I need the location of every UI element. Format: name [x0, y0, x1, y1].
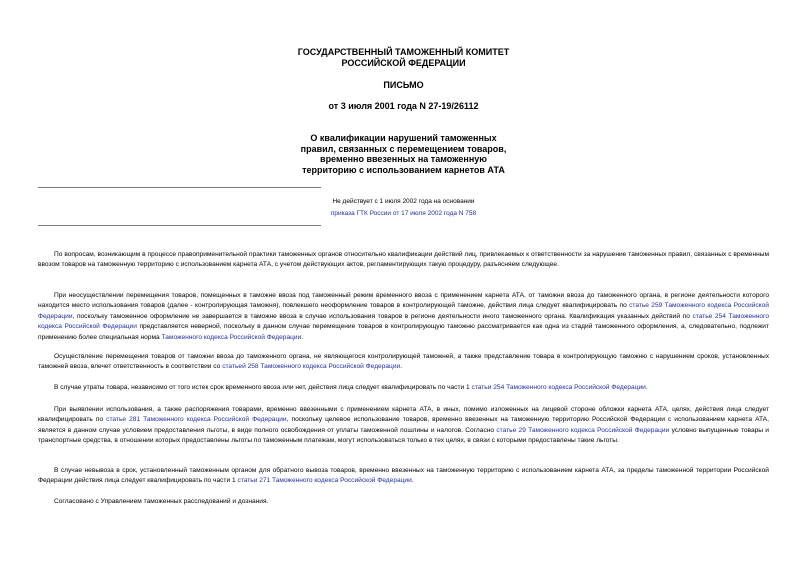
document-type: ПИСЬМО	[383, 80, 424, 90]
paragraph-text: Осуществление перемещения товаров от таможни ввоза до таможенного органа, не являющегося контролирующей таможней, а также представление товара в контролирующую таможню с нарушением сроков, установленных таможней ввоза, влечет ответственность в соответствии со	[38, 353, 769, 371]
paragraph-text: При неосуществлении перемещения товаров, помещенных в таможне ввоза под таможенный режим временного ввоза с применением карнета АТА, от таможни ввоза до таможенного органа, в регионе деятельности которого находится место использования товаров (далее - контролирующая таможня), повлекшего неоформление товаров в контролирующей таможне, действия лица следует квалифицировать по	[38, 292, 769, 310]
status-note-link[interactable]: приказа ГТК России от 17 июля 2002 года N 758	[330, 210, 477, 217]
paragraph-text: В случае невывоза в срок, установленный таможенным органом для обратного вывоза товаров, временно ввезенных на таможенную территорию с использованием карнета АТА, за пределы таможенной территории Российской Федерации действия лица следует квалифицировать по части 1	[38, 467, 769, 485]
paragraph-text: .	[411, 477, 414, 485]
title-line: О квалификации нарушений таможенных	[310, 133, 497, 143]
paragraph	[38, 497, 769, 507]
document-date-number: от 3 июля 2001 года N 27-19/26112	[328, 101, 479, 111]
law-reference-link[interactable]: статьи 254 Таможенного кодекса Российской Федерации	[471, 384, 646, 391]
issuer-name-line1: ГОСУДАРСТВЕННЫЙ ТАМОЖЕННЫЙ КОМИТЕТ	[297, 47, 510, 57]
paragraph	[38, 291, 769, 343]
paragraph	[38, 352, 769, 373]
law-reference-link[interactable]: статье 29 Таможенного кодекса Российской Федерации	[496, 426, 670, 434]
paragraph-text: , поскольку таможенное оформление не завершается в таможне ввоза в случае использования товаров в регионе деятельности иного таможенного органа. Квалификация указанных действий по	[72, 312, 693, 320]
law-reference-link[interactable]: статье 259 Таможенного кодекса Российской Федерации	[38, 302, 769, 320]
title-line: правил, связанных с перемещением товаров,	[300, 143, 507, 154]
paragraph-text: .	[301, 333, 304, 341]
paragraph	[38, 250, 769, 271]
paragraph	[38, 466, 769, 487]
paragraph-text: В случае утраты товара, независимо от того истек срок временного ввоза или нет, действия лица следует квалифицировать по части 1	[54, 384, 472, 391]
title-line: временно ввезенных на таможенную	[320, 154, 487, 164]
status-note-text: Не действует с 1 июля 2002 года на основании	[332, 198, 475, 205]
law-reference-link[interactable]: Таможенного кодекса Российской Федерации	[161, 333, 302, 341]
paragraph	[38, 383, 769, 393]
law-reference-link[interactable]: статье 281 Таможенного кодекса Российской Федерации	[106, 416, 287, 424]
paragraph-text: условно выпущенные товары и транспортные средства, в отношении которых предоставлены льготы по таможенным платежам, могут использоваться только в тех целях, в связи с которыми предоставлены такие льготы.	[38, 426, 769, 445]
law-reference-link[interactable]: статьи 271 Таможенного кодекса Российской Федерации	[237, 477, 412, 485]
law-reference-link[interactable]: статьей 258 Таможенного кодекса Российской Федерации	[222, 363, 401, 371]
paragraph	[38, 405, 769, 447]
paragraph-text: .	[645, 384, 648, 391]
divider-line	[38, 187, 321, 188]
divider-line	[38, 225, 321, 226]
paragraph-text: Согласовано с Управлением таможенных расследований и дознания.	[54, 498, 269, 505]
paragraph-text: , поскольку целевое использование товаров, временно ввезенных на таможенную территорию Российской Федерации с использованием карнета АТА, является в данном случае условием предоставления льготы, в виде полного освобождения от уплаты таможенной пошлины и налогов. Согласно	[38, 416, 769, 434]
title-line: территорию с использованием карнетов АТА	[302, 164, 505, 175]
paragraph-text: При выявлении использования, а также распоряжения товарами, временно ввезенными с применением карнета АТА, в иных, помимо изложенных на лицевой стороне обложки карнета АТА, целях, действия лица следует квалифицировать по	[38, 406, 769, 424]
paragraph-text: представляется неверной, поскольку в данном случае перемещение товаров в контролирующую таможню рассматривается как одна из стадий таможенного оформления, а, следовательно, подлежит применению более специальная норма	[38, 323, 769, 341]
issuer-name-line2: РОССИЙСКОЙ ФЕДЕРАЦИИ	[341, 58, 466, 68]
paragraph-text: .	[400, 363, 403, 371]
law-reference-link[interactable]: статье 254 Таможенного кодекса Российской Федерации	[38, 312, 769, 331]
paragraph-text: По вопросам, возникающим в процессе правоприменительной практики таможенных органов относительно квалификации действий лиц, привлекаемых к ответственности за нарушение таможенных правил, связанных с временным ввозом товаров на таможенную территорию с использованием карнета АТА, с учетом действующих актов, регламентирующих такую процедуру, разъясняем следующее.	[38, 251, 769, 269]
